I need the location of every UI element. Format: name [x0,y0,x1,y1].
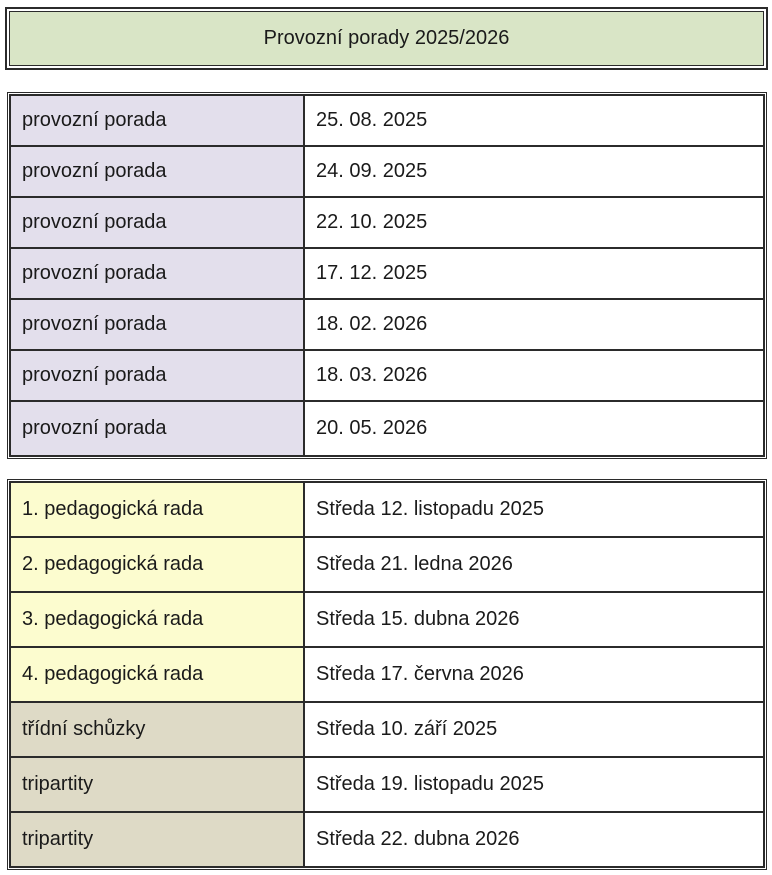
table-row [10,812,764,867]
event-label: tripartity [10,757,304,812]
event-date: Středa 17. června 2026 [304,647,764,702]
table-row [10,197,764,248]
meeting-label: provozní porada [10,350,304,401]
event-date: Středa 12. listopadu 2025 [304,482,764,537]
table-row [10,248,764,299]
event-date: Středa 19. listopadu 2025 [304,757,764,812]
table-row [10,350,764,401]
event-label: tripartity [10,812,304,867]
table-row [10,482,764,537]
meeting-date: 24. 09. 2025 [304,146,764,197]
meeting-date: 22. 10. 2025 [304,197,764,248]
event-date: Středa 21. ledna 2026 [304,537,764,592]
meeting-date: 17. 12. 2025 [304,248,764,299]
page-title-text: Provozní porady 2025/2026 [263,27,510,49]
meeting-date: 18. 03. 2026 [304,350,764,401]
meeting-label: provozní porada [10,146,304,197]
meeting-date: 20. 05. 2026 [304,401,764,456]
table-row [10,757,764,812]
event-label: 3. pedagogická rada [10,592,304,647]
table-row [10,592,764,647]
event-date: Středa 10. září 2025 [304,702,764,757]
table-row [10,401,764,456]
event-label: 2. pedagogická rada [10,537,304,592]
event-date: Středa 22. dubna 2026 [304,812,764,867]
meeting-label: provozní porada [10,401,304,456]
page-title [9,11,764,66]
meeting-label: provozní porada [10,248,304,299]
table-row [10,537,764,592]
meeting-label: provozní porada [10,299,304,350]
meeting-label: provozní porada [10,197,304,248]
table-row [10,299,764,350]
event-label: 1. pedagogická rada [10,482,304,537]
event-date: Středa 15. dubna 2026 [304,592,764,647]
meeting-date: 25. 08. 2025 [304,95,764,146]
event-label: třídní schůzky [10,702,304,757]
meeting-date: 18. 02. 2026 [304,299,764,350]
table-row [10,647,764,702]
meeting-label: provozní porada [10,95,304,146]
table-row [10,702,764,757]
events-table [9,481,765,868]
table-row [10,95,764,146]
event-label: 4. pedagogická rada [10,647,304,702]
table-row [10,146,764,197]
operational-meetings-table [9,94,765,457]
